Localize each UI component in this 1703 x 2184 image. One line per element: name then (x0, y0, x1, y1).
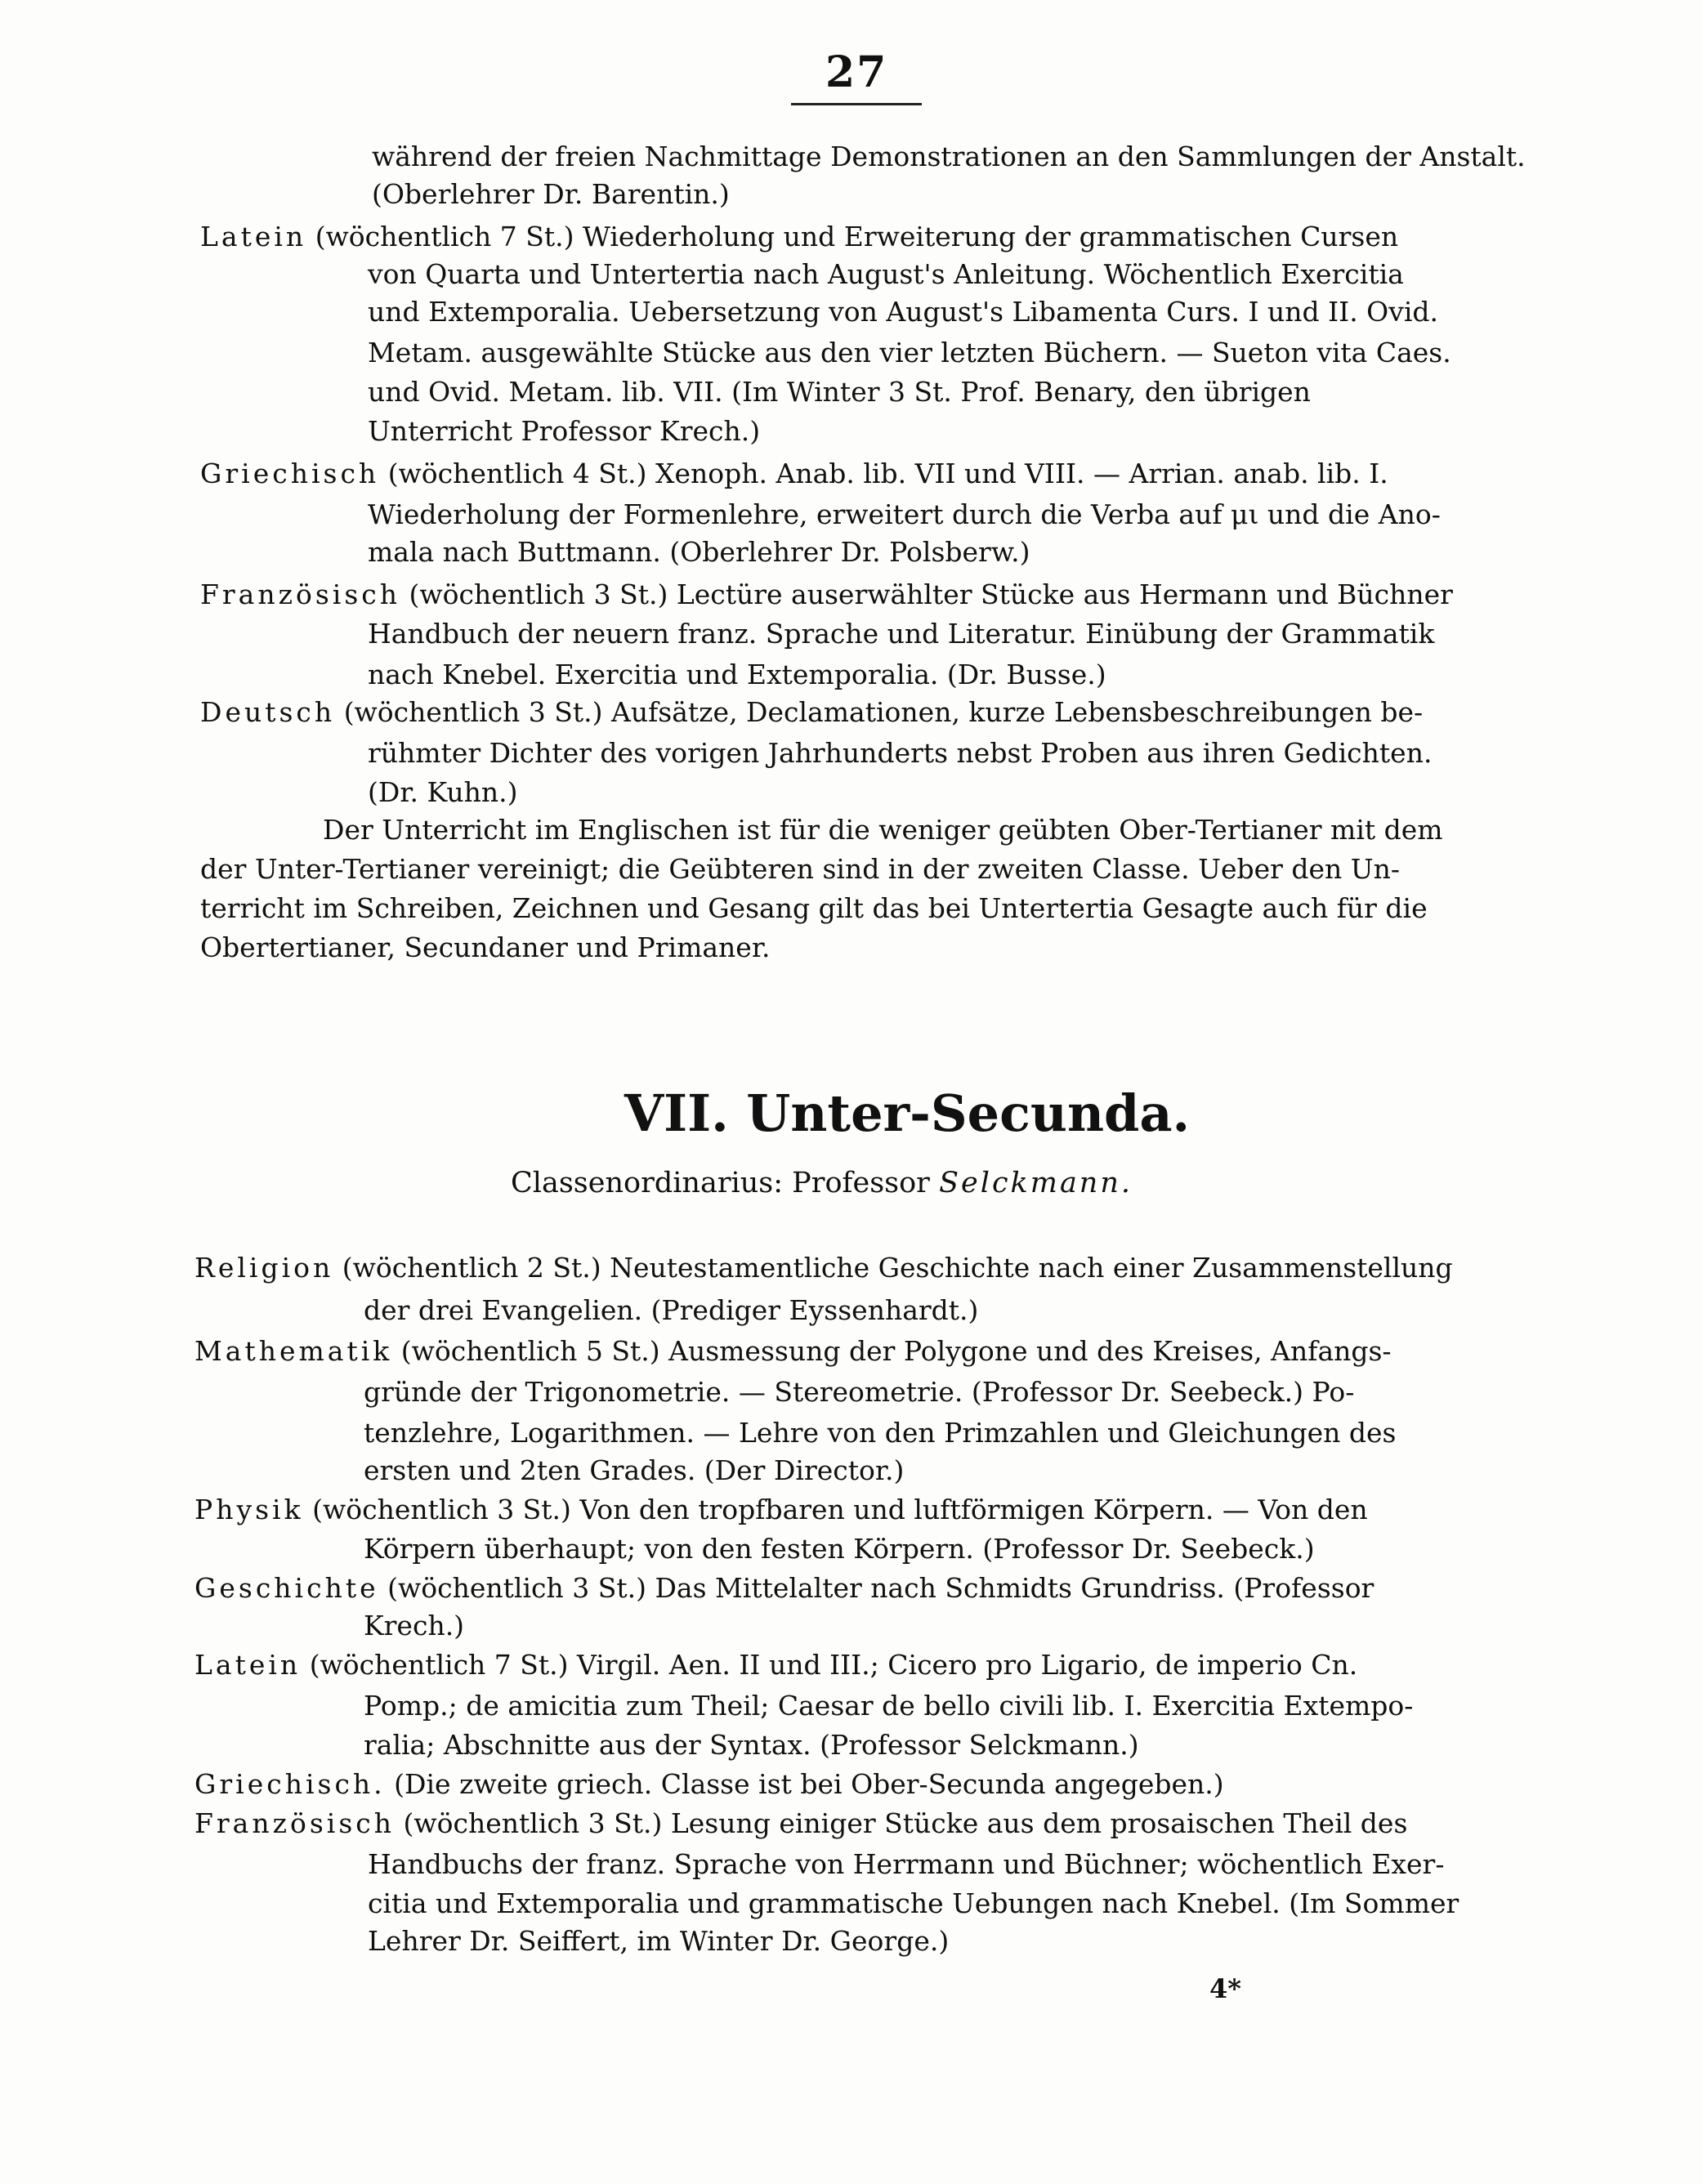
subject-entry-franzoesisch (194, 1807, 1407, 1840)
page-number: 27 (825, 47, 888, 97)
text-line: citia und Extemporalia und grammatische Uebungen nach Knebel. (Im Sommer (368, 1887, 1459, 1919)
subject-text: (Die zweite griech. Classe ist bei Ober-Secunda angegeben.) (394, 1768, 1224, 1800)
text-line: und Ovid. Metam. lib. VII. (Im Winter 3 St. Prof. Benary, den übrigen (368, 376, 1311, 408)
subject-name: Griechisch. (194, 1768, 386, 1800)
text-line: gründe der Trigonometrie. — Stereometrie. (Professor Dr. Seebeck.) Po- (364, 1376, 1355, 1408)
subject-text: (wöchentlich 3 St.) Das Mittelalter nach Schmidts Grundriss. (Professor (387, 1572, 1374, 1604)
signature-mark: 4* (1209, 1973, 1241, 2004)
subject-entry-griechisch (200, 458, 1388, 490)
page-number-rule (791, 103, 922, 105)
text-line: Handbuch der neuern franz. Sprache und Literatur. Einübung der Grammatik (368, 618, 1435, 650)
subject-entry-deutsch (200, 696, 1423, 729)
subject-text: (wöchentlich 5 St.) Ausmessung der Polygone und des Kreises, Anfangs- (400, 1335, 1392, 1367)
text-line: ralia; Abschnitte aus der Syntax. (Professor Selckmann.) (364, 1729, 1139, 1761)
text-line: von Quarta und Untertertia nach August's Anleitung. Wöchentlich Exercitia (368, 258, 1404, 290)
subject-text: (wöchentlich 3 St.) Lesung einiger Stücke aus dem prosaischen Theil des (403, 1807, 1408, 1839)
paragraph-line: Obertertianer, Secundaner und Primaner. (200, 931, 771, 963)
subject-name: Geschichte (194, 1572, 379, 1604)
subject-text: (wöchentlich 4 St.) Xenoph. Anab. lib. VII und VIII. — Arrian. anab. lib. I. (387, 458, 1388, 489)
section-heading: VII. Unter-Secunda. (624, 1083, 1191, 1143)
paragraph-line: terricht im Schreiben, Zeichnen und Gesang gilt das bei Untertertia Gesagte auch für die (200, 892, 1428, 924)
subject-entry-geschichte (194, 1572, 1374, 1605)
subject-entry-physik (194, 1494, 1368, 1526)
subject-name: Latein (194, 1649, 302, 1681)
subject-text: (wöchentlich 3 St.) Lectüre auserwählter Stücke aus Hermann und Büchner (409, 578, 1453, 610)
ordinarius-label: Classenordinarius: Professor (511, 1167, 930, 1199)
text-line: Pomp.; de amicitia zum Theil; Caesar de bello civili lib. I. Exercitia Extempo- (364, 1690, 1414, 1722)
subject-name: Physik (194, 1494, 304, 1525)
text-line: (Dr. Kuhn.) (368, 776, 518, 808)
text-line: rühmter Dichter des vorigen Jahrhunderts nebst Proben aus ihren Gedichten. (368, 737, 1433, 769)
subject-text: (wöchentlich 3 St.) Aufsätze, Declamationen, kurze Lebensbeschreibungen be- (343, 696, 1424, 728)
subject-name: Französisch (194, 1807, 396, 1839)
subject-entry-latein (194, 1649, 1357, 1682)
class-ordinarius (511, 1167, 1133, 1199)
paragraph-line: der Unter-Tertianer vereinigt; die Geübteren sind in der zweiten Classe. Ueber den Un- (200, 853, 1401, 885)
text-line: während der freien Nachmittage Demonstrationen an den Sammlungen der Anstalt. (372, 141, 1526, 172)
text-line: nach Knebel. Exercitia und Extemporalia. (Dr. Busse.) (368, 659, 1106, 690)
text-line: Metam. ausgewählte Stücke aus den vier letzten Büchern. — Sueton vita Caes. (368, 337, 1451, 368)
subject-entry-religion (194, 1252, 1453, 1284)
subject-name: Mathematik (194, 1335, 393, 1367)
paragraph-line: Der Unterricht im Englischen ist für die weniger geübten Ober-Tertianer mit dem (323, 814, 1443, 846)
subject-entry-mathematik (194, 1335, 1392, 1368)
subject-entry-griechisch (194, 1768, 1224, 1801)
text-line: (Oberlehrer Dr. Barentin.) (372, 178, 730, 210)
subject-name: Deutsch (200, 696, 336, 728)
subject-name: Französisch (200, 578, 401, 610)
text-line: tenzlehre, Logarithmen. — Lehre von den Primzahlen und Gleichungen des (364, 1417, 1397, 1449)
text-line: Wiederholung der Formenlehre, erweitert durch die Verba auf μι und die Ano- (368, 498, 1441, 530)
ordinarius-name: Selckmann. (939, 1167, 1133, 1199)
text-line: ersten und 2ten Grades. (Der Director.) (364, 1454, 905, 1486)
text-line: mala nach Buttmann. (Oberlehrer Dr. Polsberw.) (368, 536, 1030, 568)
text-line: der drei Evangelien. (Prediger Eyssenhardt.) (364, 1294, 979, 1326)
text-line: Lehrer Dr. Seiffert, im Winter Dr. George.) (368, 1925, 950, 1957)
subject-text: (wöchentlich 7 St.) Wiederholung und Erweiterung der grammatischen Cursen (315, 221, 1399, 252)
text-line: Krech.) (364, 1610, 465, 1641)
subject-name: Latein (200, 221, 307, 252)
subject-name: Griechisch (200, 458, 380, 489)
text-line: Handbuchs der franz. Sprache von Herrmann und Büchner; wöchentlich Exer- (368, 1848, 1445, 1880)
text-line: Unterricht Professor Krech.) (368, 415, 761, 447)
subject-text: (wöchentlich 3 St.) Von den tropfbaren und luftförmigen Körpern. — Von den (312, 1494, 1368, 1525)
subject-text: (wöchentlich 7 St.) Virgil. Aen. II und III.; Cicero pro Ligario, de imperio Cn. (309, 1649, 1358, 1681)
subject-text: (wöchentlich 2 St.) Neutestamentliche Geschichte nach einer Zusammenstellung (342, 1252, 1453, 1284)
subject-entry-franzoesisch (200, 578, 1453, 611)
subject-name: Religion (194, 1252, 334, 1284)
subject-entry-latein (200, 221, 1398, 253)
text-line: und Extemporalia. Uebersetzung von August's Libamenta Curs. I und II. Ovid. (368, 296, 1439, 328)
text-line: Körpern überhaupt; von den festen Körpern. (Professor Dr. Seebeck.) (364, 1533, 1315, 1565)
